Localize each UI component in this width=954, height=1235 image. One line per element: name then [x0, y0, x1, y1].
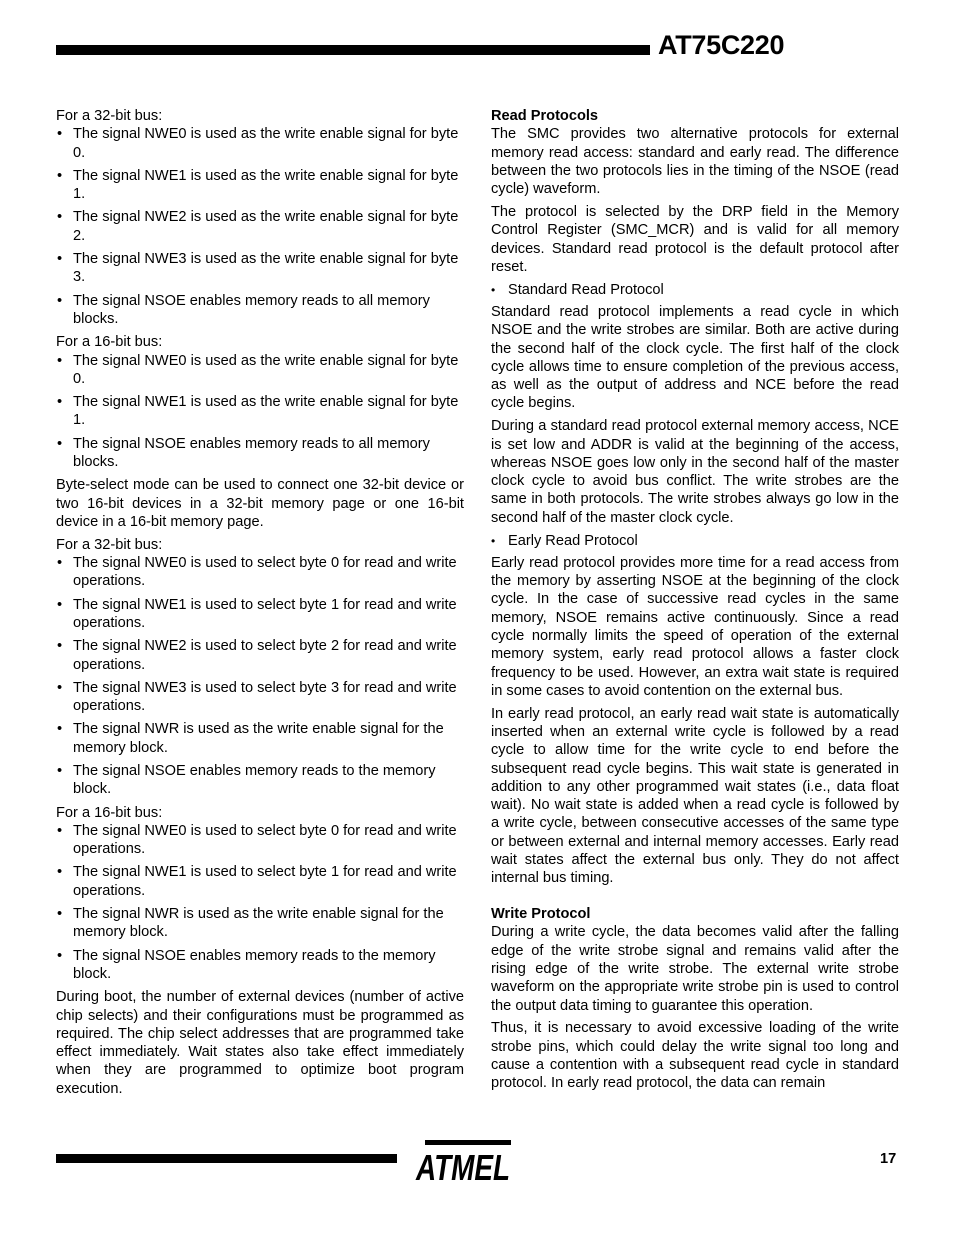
footer-rule — [56, 1154, 397, 1163]
bullet-icon: • — [57, 679, 63, 696]
bullet-icon: • — [57, 292, 63, 309]
bus-lead: For a 32-bit bus: — [56, 108, 163, 124]
atmel-logo — [413, 1138, 513, 1188]
list-item: • The signal NWE0 is used to select byte 0 for read and write operations. — [57, 822, 457, 858]
list-item: • The signal NSOE enables memory reads to all memory blocks. — [57, 292, 430, 327]
bullet-icon: • — [57, 947, 63, 964]
bullet-icon: • — [57, 638, 63, 655]
bus-lead: For a 16-bit bus: — [56, 334, 163, 351]
bullet-icon: • — [57, 763, 63, 779]
bullet-icon: • — [57, 596, 63, 613]
bullet-icon: • — [57, 126, 63, 143]
list-item: • The signal NSOE enables memory reads to the memory block. — [57, 763, 436, 798]
subsection-label-standard-read: • Standard Read Protocol — [491, 281, 664, 298]
section-heading-read-protocols: Read Protocols — [491, 108, 599, 124]
boot-paragraph: During boot, the number of external devices (number of active chip selects) and their configurations must be programmed as required. The chip select addresses that are programmed take effect immediately. Wait states also take effect immediately when they are programmed to optimize boot program execution. — [56, 989, 464, 1097]
subsection-label-early-read: • Early Read Protocol — [491, 532, 638, 549]
bullet-icon: • — [491, 282, 496, 297]
paragraph: During a standard read protocol external memory access, NCE is set low and ADDR is valid at the beginning of the access, whereas NSOE goes low only in the second half of the master clock cycle to avoid bus conflict. The write strobes are the same in both protocols. The write strobes always go low in the second half of the master clock cycle. — [491, 418, 899, 526]
list-item: • The signal NSOE enables memory reads to the memory block. — [57, 947, 436, 982]
list-item: • The signal NWE2 is used to select byte 2 for read and write operations. — [57, 638, 457, 673]
page-number: 17 — [880, 1151, 897, 1167]
bullet-icon: • — [57, 435, 63, 452]
list-item: • The signal NWR is used as the write enable signal for the memory block. — [57, 906, 444, 941]
paragraph: The protocol is selected by the DRP field in the Memory Control Register (SMC_MCR) and is valid for all memory devices. Standard read protocol is the default protocol after reset. — [491, 203, 899, 275]
header-rule — [56, 45, 650, 55]
bullet-list — [56, 822, 464, 983]
list-item: • The signal NWE3 is used as the write enable signal for byte 3. — [57, 251, 459, 286]
section-spacer — [491, 892, 899, 905]
list-item: • The signal NWE1 is used as the write enable signal for byte 1. — [57, 394, 459, 429]
paragraph: During a write cycle, the data becomes valid after the falling edge of the write strobe signal and remains valid after the rising edge of the write strobe. The external write strobe waveform on the appropriate write strobe pin is used to control the output data timing to guarantee this operation. — [491, 924, 899, 1014]
document-title: AT75C220 — [658, 30, 785, 60]
bullet-icon: • — [57, 822, 63, 839]
paragraph: Thus, it is necessary to avoid excessive loading of the write strobe pins, which could delay the write signal too long and cause a contention with a subsequent read cycle in standard protocol. In early read protocol, the data can remain — [491, 1020, 899, 1092]
paragraph: The SMC provides two alternative protocols for external memory read access: standard and early read. The difference between the two protocols lies in the timing of the NSOE (read cycle) waveform. — [491, 126, 899, 198]
list-item: • The signal NWE1 is used to select byte 1 for read and write operations. — [57, 864, 457, 899]
bullet-icon: • — [57, 906, 63, 923]
byte-select-paragraph: Byte-select mode can be used to connect one 32-bit device or two 16-bit devices in a 32-bit memory page or one 16-bit device in a 16-bit memory page. — [56, 477, 464, 530]
paragraph: In early read protocol, an early read wait state is automatically inserted when an external write cycle is followed by a read cycle to allow time for the write cycle to end before the subsequent read cycle begins. This wait state is generated in addition to any other programmed wait states (i.e., data float wait). No wait state is added when a read cycle is followed by a write cycle, between consecutive accesses of the same type or between external and internal memory accesses. Early read wait states affect the external bus only. They do not affect internal bus timing. — [491, 705, 899, 887]
bullet-icon: • — [57, 721, 63, 738]
left-column — [56, 107, 464, 1103]
bullet-icon: • — [57, 209, 63, 226]
list-item: • The signal NWE0 is used to select byte 0 for read and write operations. — [57, 555, 457, 590]
paragraph: Early read protocol provides more time for a read access from the memory by asserting NSOE at the beginning of the clock cycle. In the case of successive read cycles in the same memory, NSOE remains active continuously. Since a read cycle normally limits the speed of operation of the external memory system, early read protocol allows a faster clock frequency to be used. However, an extra wait state is required in some cases to avoid contention on the external bus. — [491, 554, 899, 699]
list-item: • The signal NWE1 is used to select byte 1 for read and write operations. — [57, 596, 457, 631]
list-item: • The signal NSOE enables memory reads to all memory blocks. — [57, 435, 430, 471]
list-item: • The signal NWE3 is used to select byte 3 for read and write operations. — [57, 679, 457, 715]
section-heading-write-protocol: Write Protocol — [491, 906, 591, 923]
list-item: • The signal NWE1 is used as the write enable signal for byte 1. — [57, 167, 459, 203]
bus-lead: For a 16-bit bus: — [56, 804, 163, 821]
right-column — [491, 107, 899, 1097]
list-item: • The signal NWE0 is used as the write enable signal for byte 0. — [57, 352, 459, 387]
bullet-icon: • — [57, 555, 63, 572]
bullet-icon: • — [57, 167, 63, 184]
bullet-icon: • — [491, 533, 496, 548]
bullet-icon: • — [57, 251, 63, 268]
bullet-icon: • — [57, 864, 63, 881]
paragraph: Standard read protocol implements a read cycle in which NSOE and the write strobes are similar. Both are active during the second half of the clock cycle. The first half of the clock cycle allows time to ensure completion of the previous access, as well as the output of address and NCE before the read cycle begins. — [491, 303, 899, 412]
bus-lead: For a 32-bit bus: — [56, 536, 163, 553]
bullet-icon: • — [57, 394, 63, 411]
svg-text:ATMEL: ATMEL — [415, 1147, 510, 1188]
bullet-list — [56, 554, 464, 799]
bullet-icon: • — [57, 352, 63, 369]
list-item: • The signal NWE2 is used as the write enable signal for byte 2. — [57, 209, 459, 244]
bullet-list — [56, 352, 464, 472]
list-item: • The signal NWE0 is used as the write enable signal for byte 0. — [57, 126, 459, 161]
list-item: • The signal NWR is used as the write enable signal for the memory block. — [57, 721, 444, 756]
bullet-list — [56, 125, 464, 328]
